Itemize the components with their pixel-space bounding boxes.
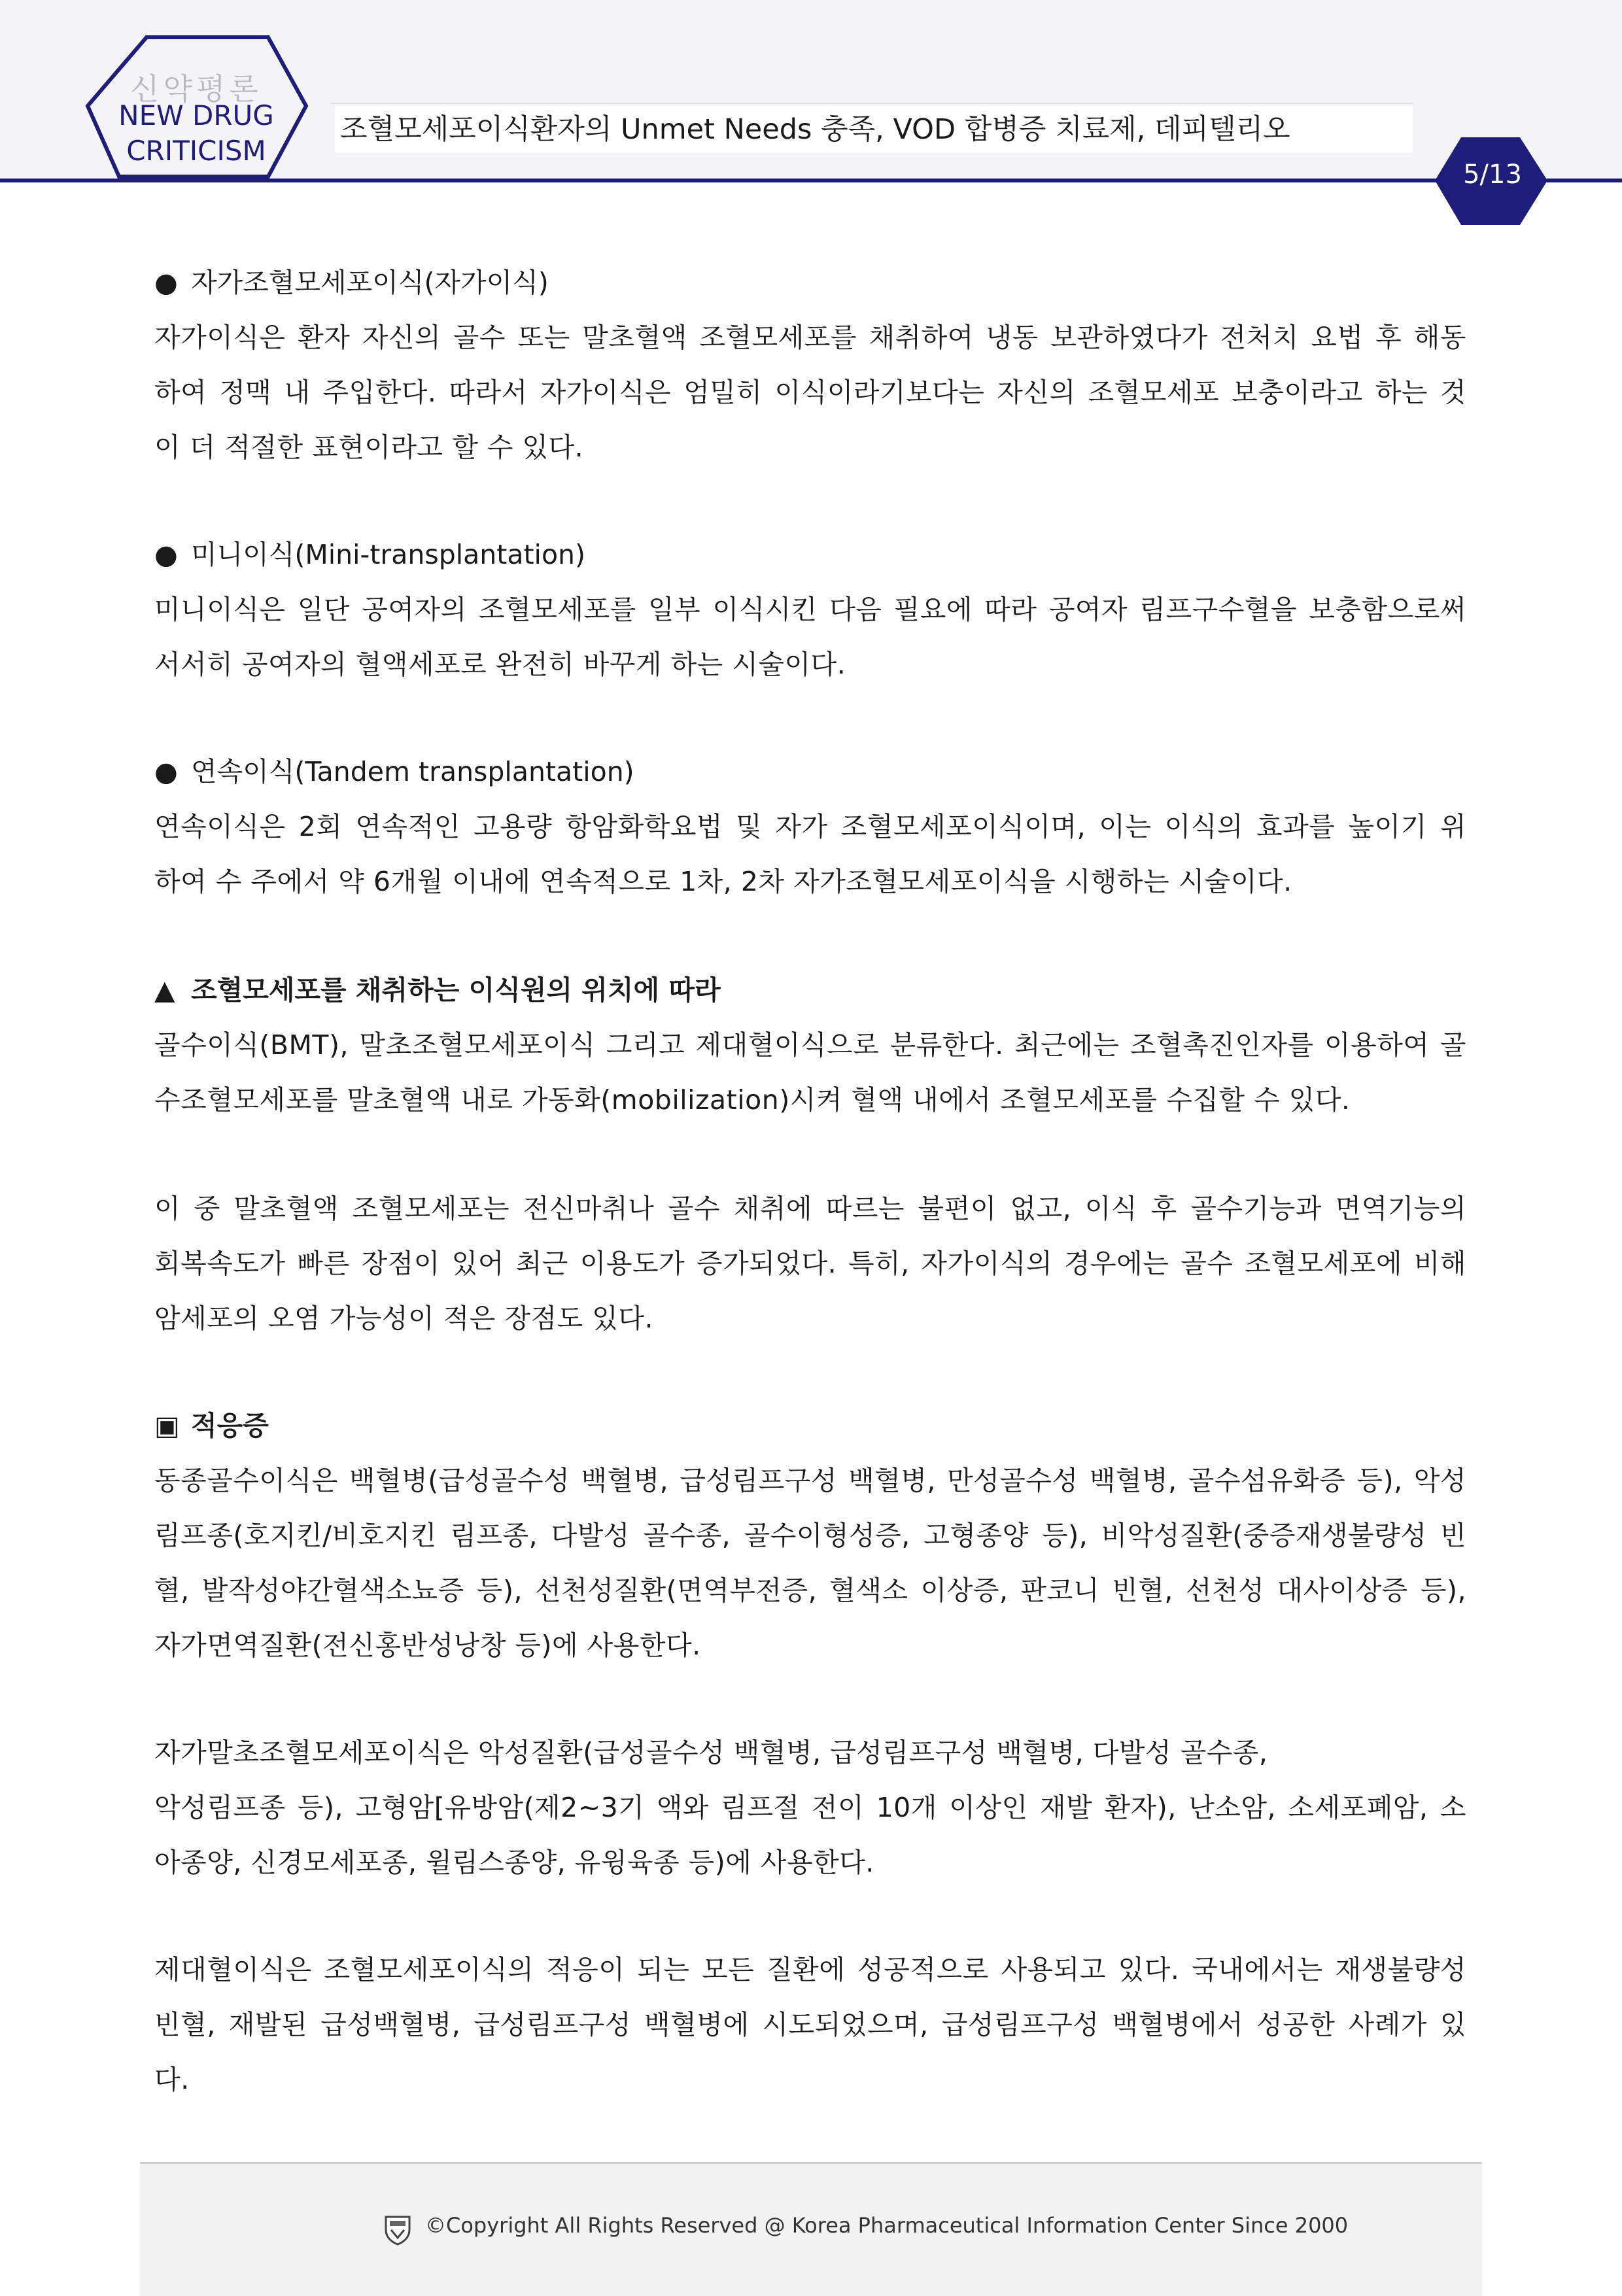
document-title: 조혈모세포이식환자의 Unmet Needs 충족, VOD 합병증 치료제, 데피텔리오 [335, 106, 1413, 153]
paragraph-line: 연속이식은 2회 연속적인 고용량 항암화학요법 및 자가 조혈모세포이식이며, 이는 이식의 효과를 높이기 위 [154, 811, 1466, 842]
paragraph-line: 이 더 적절한 표현이라고 할 수 있다. [154, 432, 584, 463]
section-heading [154, 527, 1466, 582]
paragraph-line: 악성림프종 등), 고형암[유방암(제2~3기 액와 림프절 전이 10개 이상인 재발 환자), 난소암, 소세포폐암, 소 [154, 1792, 1466, 1823]
paragraph-line: 제대혈이식은 조혈모세포이식의 적응이 되는 모든 질환에 성공적으로 사용되고 있다. 국내에서는 재생불량성 [154, 1954, 1466, 1985]
paragraph-line: 자가이식은 환자 자신의 골수 또는 말초혈액 조혈모세포를 채취하여 냉동 보관하였다가 전처치 요법 후 해동 [154, 322, 1466, 353]
bullet-icon: ● [154, 539, 178, 570]
paragraph-line: 미니이식은 일단 공여자의 조혈모세포를 일부 이식시킨 다음 필요에 따라 공여자 림프구수혈을 보충함으로써 [154, 594, 1466, 625]
paragraph-line: 림프종(호지킨/비호지킨 림프종, 다발성 골수종, 골수이형성증, 고형종양 등), 비악성질환(중증재생불량성 빈 [154, 1520, 1466, 1551]
paragraph-line: 다. [154, 2064, 190, 2095]
bullet-icon: ● [154, 267, 178, 298]
section-autologous [154, 255, 1466, 475]
paragraph-line: 회복속도가 빠른 장점이 있어 최근 이용도가 증가되었다. 특히, 자가이식의 경우에는 골수 조혈모세포에 비해 [154, 1248, 1466, 1279]
page-number: 5/13 [1463, 160, 1522, 190]
logo-english-line1: NEW DRUG [118, 99, 274, 131]
section-indications [154, 1398, 1466, 1673]
paragraph-autologous-peripheral [154, 1725, 1466, 1890]
paragraph-line: 자가말초조혈모세포이식은 악성질환(급성골수성 백혈병, 급성림프구성 백혈병, 다발성 골수종, [154, 1737, 1268, 1768]
heading-text: 조혈모세포를 채취하는 이식원의 위치에 따라 [191, 974, 721, 1006]
paragraph-line: 골수이식(BMT), 말초조혈모세포이식 그리고 제대혈이식으로 분류한다. 최근에는 조혈촉진인자를 이용하여 골 [154, 1029, 1466, 1061]
paragraph-line: 암세포의 오염 가능성이 적은 장점도 있다. [154, 1303, 653, 1334]
paragraph-line: 아종양, 신경모세포종, 윌림스종양, 유윙육종 등)에 사용한다. [154, 1847, 874, 1878]
heading-text: 연속이식(Tandem transplantation) [191, 756, 634, 787]
square-bullet-icon: ▣ [154, 1410, 180, 1441]
shield-emblem-icon [383, 2214, 412, 2246]
paragraph-line: 동종골수이식은 백혈병(급성골수성 백혈병, 급성림프구성 백혈병, 만성골수성 백혈병, 골수섬유화증 등), 악성 [154, 1465, 1466, 1496]
paragraph-line: 서서히 공여자의 혈액세포로 완전히 바꾸게 하는 시술이다. [154, 649, 846, 680]
paragraph-peripheral-blood [154, 1181, 1466, 1346]
paragraph-line: 빈혈, 재발된 급성백혈병, 급성림프구성 백혈병에 시도되었으며, 급성림프구성 백혈병에서 성공한 사례가 있 [154, 2009, 1466, 2040]
section-tandem [154, 744, 1466, 909]
logo-korean: 신약평론 [130, 71, 262, 107]
paragraph-line: 이 중 말초혈액 조혈모세포는 전신마취나 골수 채취에 따르는 불편이 없고, 이식 후 골수기능과 면역기능의 [154, 1193, 1466, 1224]
heading-text: 적응증 [191, 1410, 269, 1441]
paragraph-line: 자가면역질환(전신홍반성낭창 등)에 사용한다. [154, 1630, 701, 1661]
paragraph-line: 하여 수 주에서 약 6개월 이내에 연속적으로 1차, 2차 자가조혈모세포이식을 시행하는 시술이다. [154, 866, 1292, 897]
paragraph-line: 혈, 발작성야간혈색소뇨증 등), 선천성질환(면역부전증, 혈색소 이상증, 판코니 빈혈, 선천성 대사이상증 등), [154, 1575, 1466, 1606]
copyright-text: ©Copyright All Rights Reserved @ Korea Pharmaceutical Information Center Since 2000 [425, 2213, 1349, 2238]
paragraph-line: 하여 정맥 내 주입한다. 따라서 자가이식은 엄밀히 이식이라기보다는 자신의 조혈모세포 보충이라고 하는 것 [154, 377, 1466, 408]
logo-english-line2: CRITICISM [126, 135, 266, 167]
paragraph-cord-blood [154, 1942, 1466, 2107]
section-heading [154, 1398, 1466, 1453]
section-source-location [154, 963, 1466, 1127]
heading-text: 미니이식(Mini-transplantation) [191, 539, 586, 570]
triangle-icon: ▲ [154, 974, 175, 1006]
section-mini-transplant [154, 527, 1466, 692]
bullet-icon: ● [154, 756, 178, 787]
section-heading [154, 744, 1466, 799]
paragraph-line: 수조혈모세포를 말초혈액 내로 가동화(mobilization)시켜 혈액 내에서 조혈모세포를 수집할 수 있다. [154, 1084, 1351, 1116]
section-heading [154, 963, 1466, 1018]
heading-text: 자가조혈모세포이식(자가이식) [191, 267, 549, 298]
section-heading [154, 255, 1466, 310]
